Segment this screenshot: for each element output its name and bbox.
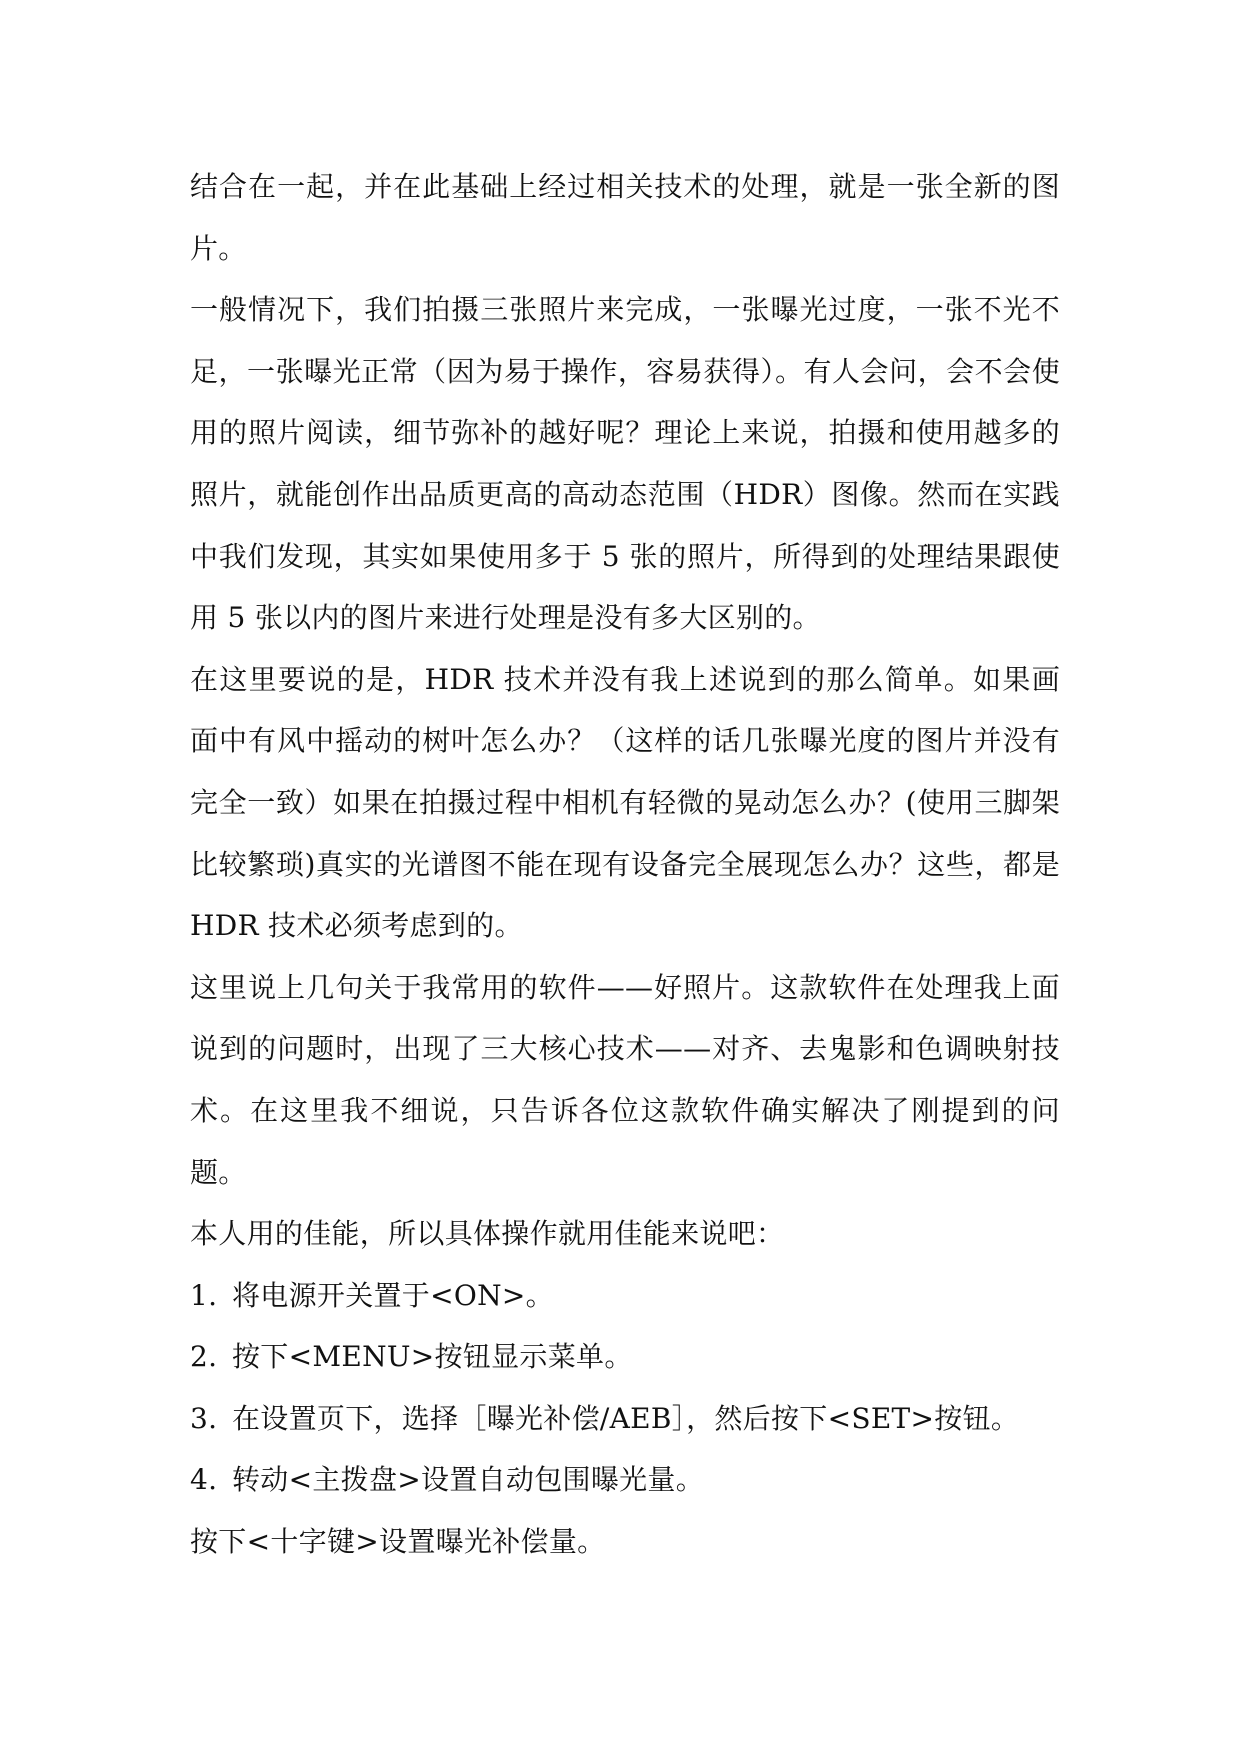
step-number: 2. [190,1340,218,1374]
list-item [190,1388,1060,1450]
step-text: 在设置页下，选择［曝光补偿/AEB］，然后按下<SET>按钮。 [232,1401,1020,1435]
paragraph-canon-intro: 本人用的佳能，所以具体操作就用佳能来说吧： [190,1217,785,1251]
paragraph-closing: 按下<十字键>设置曝光补偿量。 [190,1525,606,1559]
list-item [190,1265,1060,1327]
paragraph-bracketing: 一般情况下，我们拍摄三张照片来完成，一张曝光过度，一张不光不足，一张曝光正常（因为易于操作，容易获得）。有人会问，会不会使用的照片阅读，细节弥补的越好呢？理论上来说，拍摄和使用越多的照片，就能创作出品质更高的高动态范围（HDR）图像。然而在实践中我们发现，其实如果使用多于 5 张的照片，所得到的处理结果跟使用 5 张以内的图片来进行处理是没有多大区别的。 [190,293,1060,635]
step-text: 将电源开关置于<ON>。 [232,1278,554,1312]
list-item [190,1326,1060,1388]
list-item [190,1449,1060,1511]
paragraph-hdr-challenges: 在这里要说的是，HDR 技术并没有我上述说到的那么简单。如果画面中有风中摇动的树叶怎么办？（这样的话几张曝光度的图片并没有完全一致）如果在拍摄过程中相机有轻微的晃动怎么办？(使用三脚架比较繁琐)真实的光谱图不能在现有设备完全展现怎么办？这些，都是 HDR 技术必须考虑到的。 [190,662,1060,943]
paragraph-intro: 结合在一起，并在此基础上经过相关技术的处理，就是一张全新的图片。 [190,170,1060,265]
step-number: 3. [190,1401,218,1435]
paragraph-software: 这里说上几句关于我常用的软件——好照片。这款软件在处理我上面说到的问题时，出现了三大核心技术——对齐、去鬼影和色调映射技术。在这里我不细说，只告诉各位这款软件确实解决了刚提到的问题。 [190,970,1060,1189]
step-number: 1. [190,1278,218,1312]
steps-list [190,1265,1060,1511]
step-number: 4. [190,1463,218,1497]
document-body [190,156,1060,1573]
step-text: 按下<MENU>按钮显示菜单。 [232,1340,633,1374]
step-text: 转动<主拨盘>设置自动包围曝光量。 [232,1463,705,1497]
